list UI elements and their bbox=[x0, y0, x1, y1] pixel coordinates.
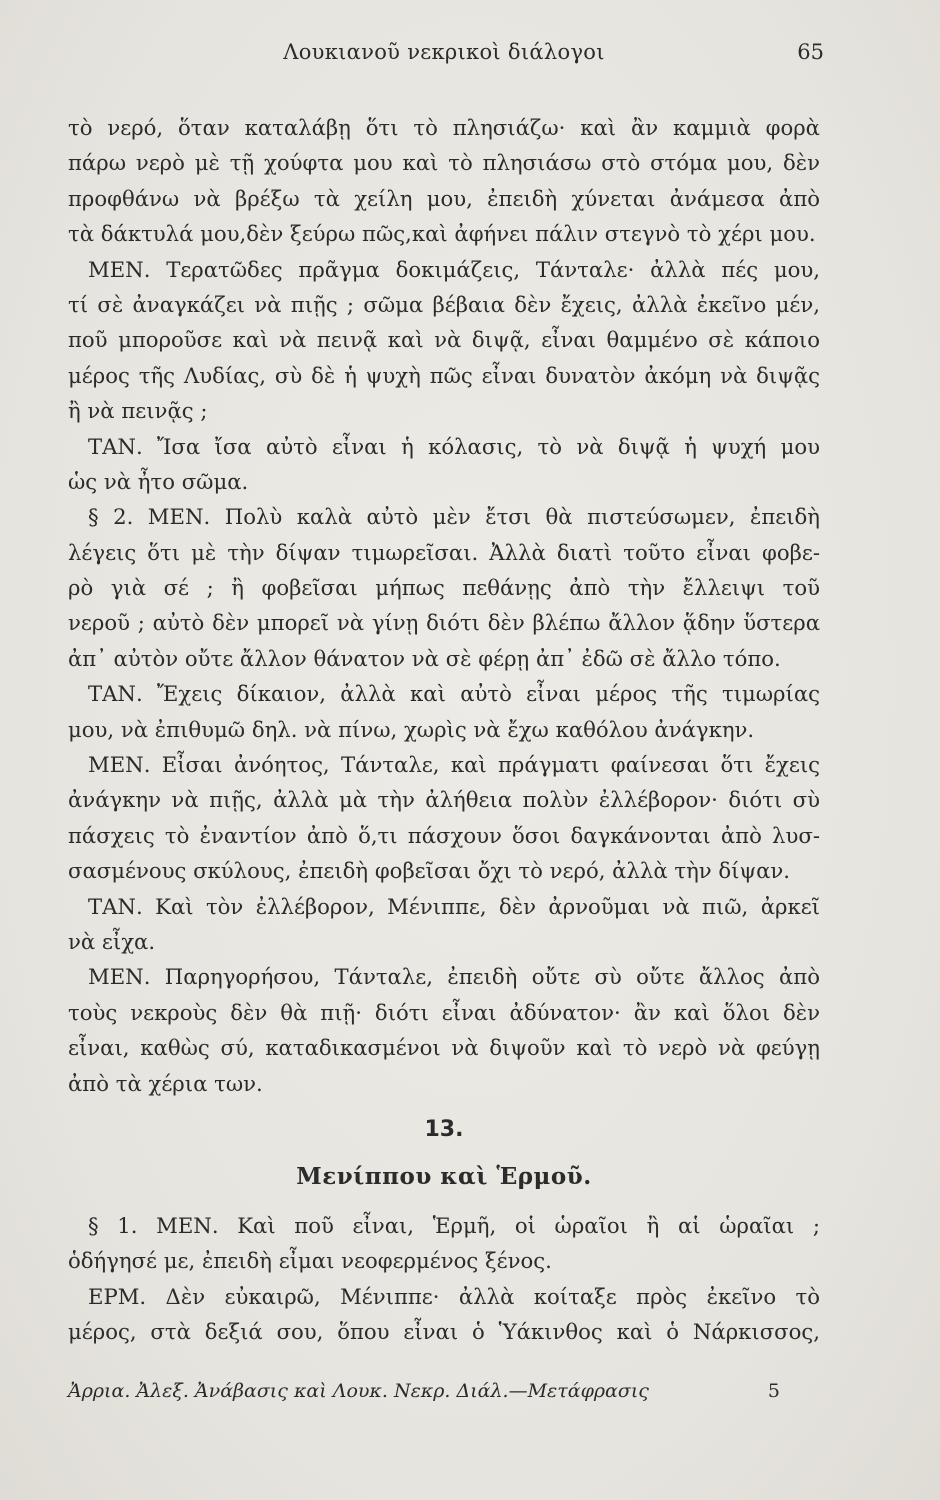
text-line: ΤΑΝ. Καὶ τὸν ἐλλέβορον, Μένιππε, δὲν ἀρνοῦμαι νὰ πιῶ, ἀρκεῖ bbox=[88, 893, 820, 919]
text-line: ΜΕΝ. Τερατῶδες πρᾶγμα δοκιμάζεις, Τάνταλε· ἀλλὰ πές μου, bbox=[88, 256, 820, 282]
text-line: ρὸ γιὰ σέ ; ἢ φοβεῖσαι μήπως πεθάνῃς ἀπὸ τὴν ἔλλειψι τοῦ bbox=[68, 575, 820, 601]
text-line: τί σὲ ἀναγκάζει νὰ πιῇς ; σῶμα βέβαια δὲν ἔχεις, ἀλλὰ ἐκεῖνο μέν, bbox=[68, 291, 820, 317]
text-line: τὰ δάκτυλά μου,δὲν ξεύρω πῶς,καὶ ἀφήνει πάλιν στεγνὸ τὸ χέρι μου. bbox=[68, 221, 816, 247]
section-title: Μενίππου καὶ Ἑρμοῦ. bbox=[296, 1162, 592, 1190]
text-line: πάρω νερὸ μὲ τῇ χούφτα μου καὶ τὸ πλησιάσω στὸ στόμα μου, δὲν bbox=[68, 150, 820, 176]
text-line: ΤΑΝ. Ἔχεις δίκαιον, ἀλλὰ καὶ αὐτὸ εἶναι μέρος τῆς τιμωρίας bbox=[88, 681, 820, 707]
page-body bbox=[68, 110, 820, 1350]
page-number: 65 bbox=[797, 40, 824, 64]
text-line: ἀπὸ τὰ χέρια των. bbox=[68, 1070, 263, 1096]
text-line: μέρος τῆς Λυδίας, σὺ δὲ ἡ ψυχὴ πῶς εἶναι δυνατὸν ἀκόμη νὰ διψᾷς bbox=[68, 362, 820, 388]
text-line: ΕΡΜ. Δὲν εὐκαιρῶ, Μένιππε· ἀλλὰ κοίταξε πρὸς ἐκεῖνο τὸ bbox=[88, 1283, 820, 1309]
text-line: ΜΕΝ. Εἶσαι ἀνόητος, Τάνταλε, καὶ πράγματι φαίνεσαι ὅτι ἔχεις bbox=[88, 752, 820, 778]
text-line: § 2. ΜΕΝ. Πολὺ καλὰ αὐτὸ μὲν ἔτσι θὰ πιστεύσωμεν, ἐπειδὴ bbox=[88, 504, 820, 530]
text-line: πάσχεις τὸ ἐναντίον ἀπὸ ὅ,τι πάσχουν ὅσοι δαγκάνονται ἀπὸ λυσ- bbox=[68, 822, 820, 848]
text-line: νὰ εἶχα. bbox=[68, 928, 156, 954]
text-line: ὡς νὰ ἦτο σῶμα. bbox=[68, 468, 249, 494]
text-line: ποῦ μποροῦσε καὶ νὰ πεινᾷ καὶ νὰ διψᾷ, εἶναι θαμμένο σὲ κάποιο bbox=[68, 327, 820, 353]
text-line: λέγεις ὅτι μὲ τὴν δίψαν τιμωρεῖσαι. Ἀλλὰ διατὶ τοῦτο εἶναι φοβε- bbox=[68, 539, 820, 565]
header-title: Λουκιανοῦ νεκρικοὶ διάλογοι bbox=[283, 40, 605, 64]
text-line: ἀνάγκην νὰ πιῇς, ἀλλὰ μὰ τὴν ἀλήθεια πολὺν ἐλλέβορον· διότι σὺ bbox=[68, 787, 820, 813]
text-line: ὁδήγησέ με, ἐπειδὴ εἶμαι νεοφερμένος ξένος. bbox=[68, 1248, 552, 1274]
text-line: ἢ νὰ πεινᾷς ; bbox=[68, 398, 208, 424]
text-line: τὸ νερό, ὅταν καταλάβῃ ὅτι τὸ πλησιάζω· καὶ ἂν καμμιὰ φορὰ bbox=[68, 115, 820, 140]
section-number: 13. bbox=[424, 1116, 464, 1142]
running-header bbox=[68, 40, 824, 74]
text-line: νεροῦ ; αὐτὸ δὲν μπορεῖ νὰ γίνῃ διότι δὲν βλέπω ἄλλον ᾅδην ὕστερα bbox=[68, 610, 820, 636]
footer-citation: Ἀρρια. Ἀλεξ. Ἀνάβασις καὶ Λουκ. Νεκρ. Διάλ.—Μετάφρασις bbox=[68, 1380, 649, 1402]
signature-mark: 5 bbox=[767, 1380, 780, 1402]
text-line: § 1. ΜΕΝ. Καὶ ποῦ εἶναι, Ἑρμῆ, οἱ ὡραῖοι ἢ αἱ ὡραῖαι ; bbox=[88, 1212, 820, 1238]
text-line: προφθάνω νὰ βρέξω τὰ χείλη μου, ἐπειδὴ χύνεται ἀνάμεσα ἀπὸ bbox=[68, 185, 820, 211]
text-line: σασμένους σκύλους, ἐπειδὴ φοβεῖσαι ὄχι τὸ νερό, ἀλλὰ τὴν δίψαν. bbox=[68, 858, 791, 884]
text-line: ἀπ᾿ αὐτὸν οὔτε ἄλλον θάνατον νὰ σὲ φέρῃ ἀπ᾿ ἐδῶ σὲ ἄλλο τόπο. bbox=[68, 645, 781, 671]
text-line: ΜΕΝ. Παρηγορήσου, Τάνταλε, ἐπειδὴ οὔτε σὺ οὔτε ἄλλος ἀπὸ bbox=[88, 964, 820, 990]
text-line: μέρος, στὰ δεξιά σου, ὅπου εἶναι ὁ Ὑάκινθος καὶ ὁ Νάρκισσος, bbox=[68, 1319, 820, 1345]
text-line: τοὺς νεκροὺς δὲν θὰ πιῇ· διότι εἶναι ἀδύνατον· ἂν καὶ ὅλοι δὲν bbox=[68, 999, 820, 1025]
text-line: ΤΑΝ. Ἴσα ἴσα αὐτὸ εἶναι ἡ κόλασις, τὸ νὰ διψᾷ ἡ ψυχή μου bbox=[88, 433, 820, 459]
page-footer bbox=[68, 1380, 820, 1410]
text-line: εἶναι, καθὼς σύ, καταδικασμένοι νὰ διψοῦν καὶ τὸ νερὸ νὰ φεύγῃ bbox=[68, 1035, 820, 1061]
text-line: μου, νὰ ἐπιθυμῶ δηλ. νὰ πίνω, χωρὶς νὰ ἔχω καθόλου ἀνάγκην. bbox=[68, 716, 755, 742]
